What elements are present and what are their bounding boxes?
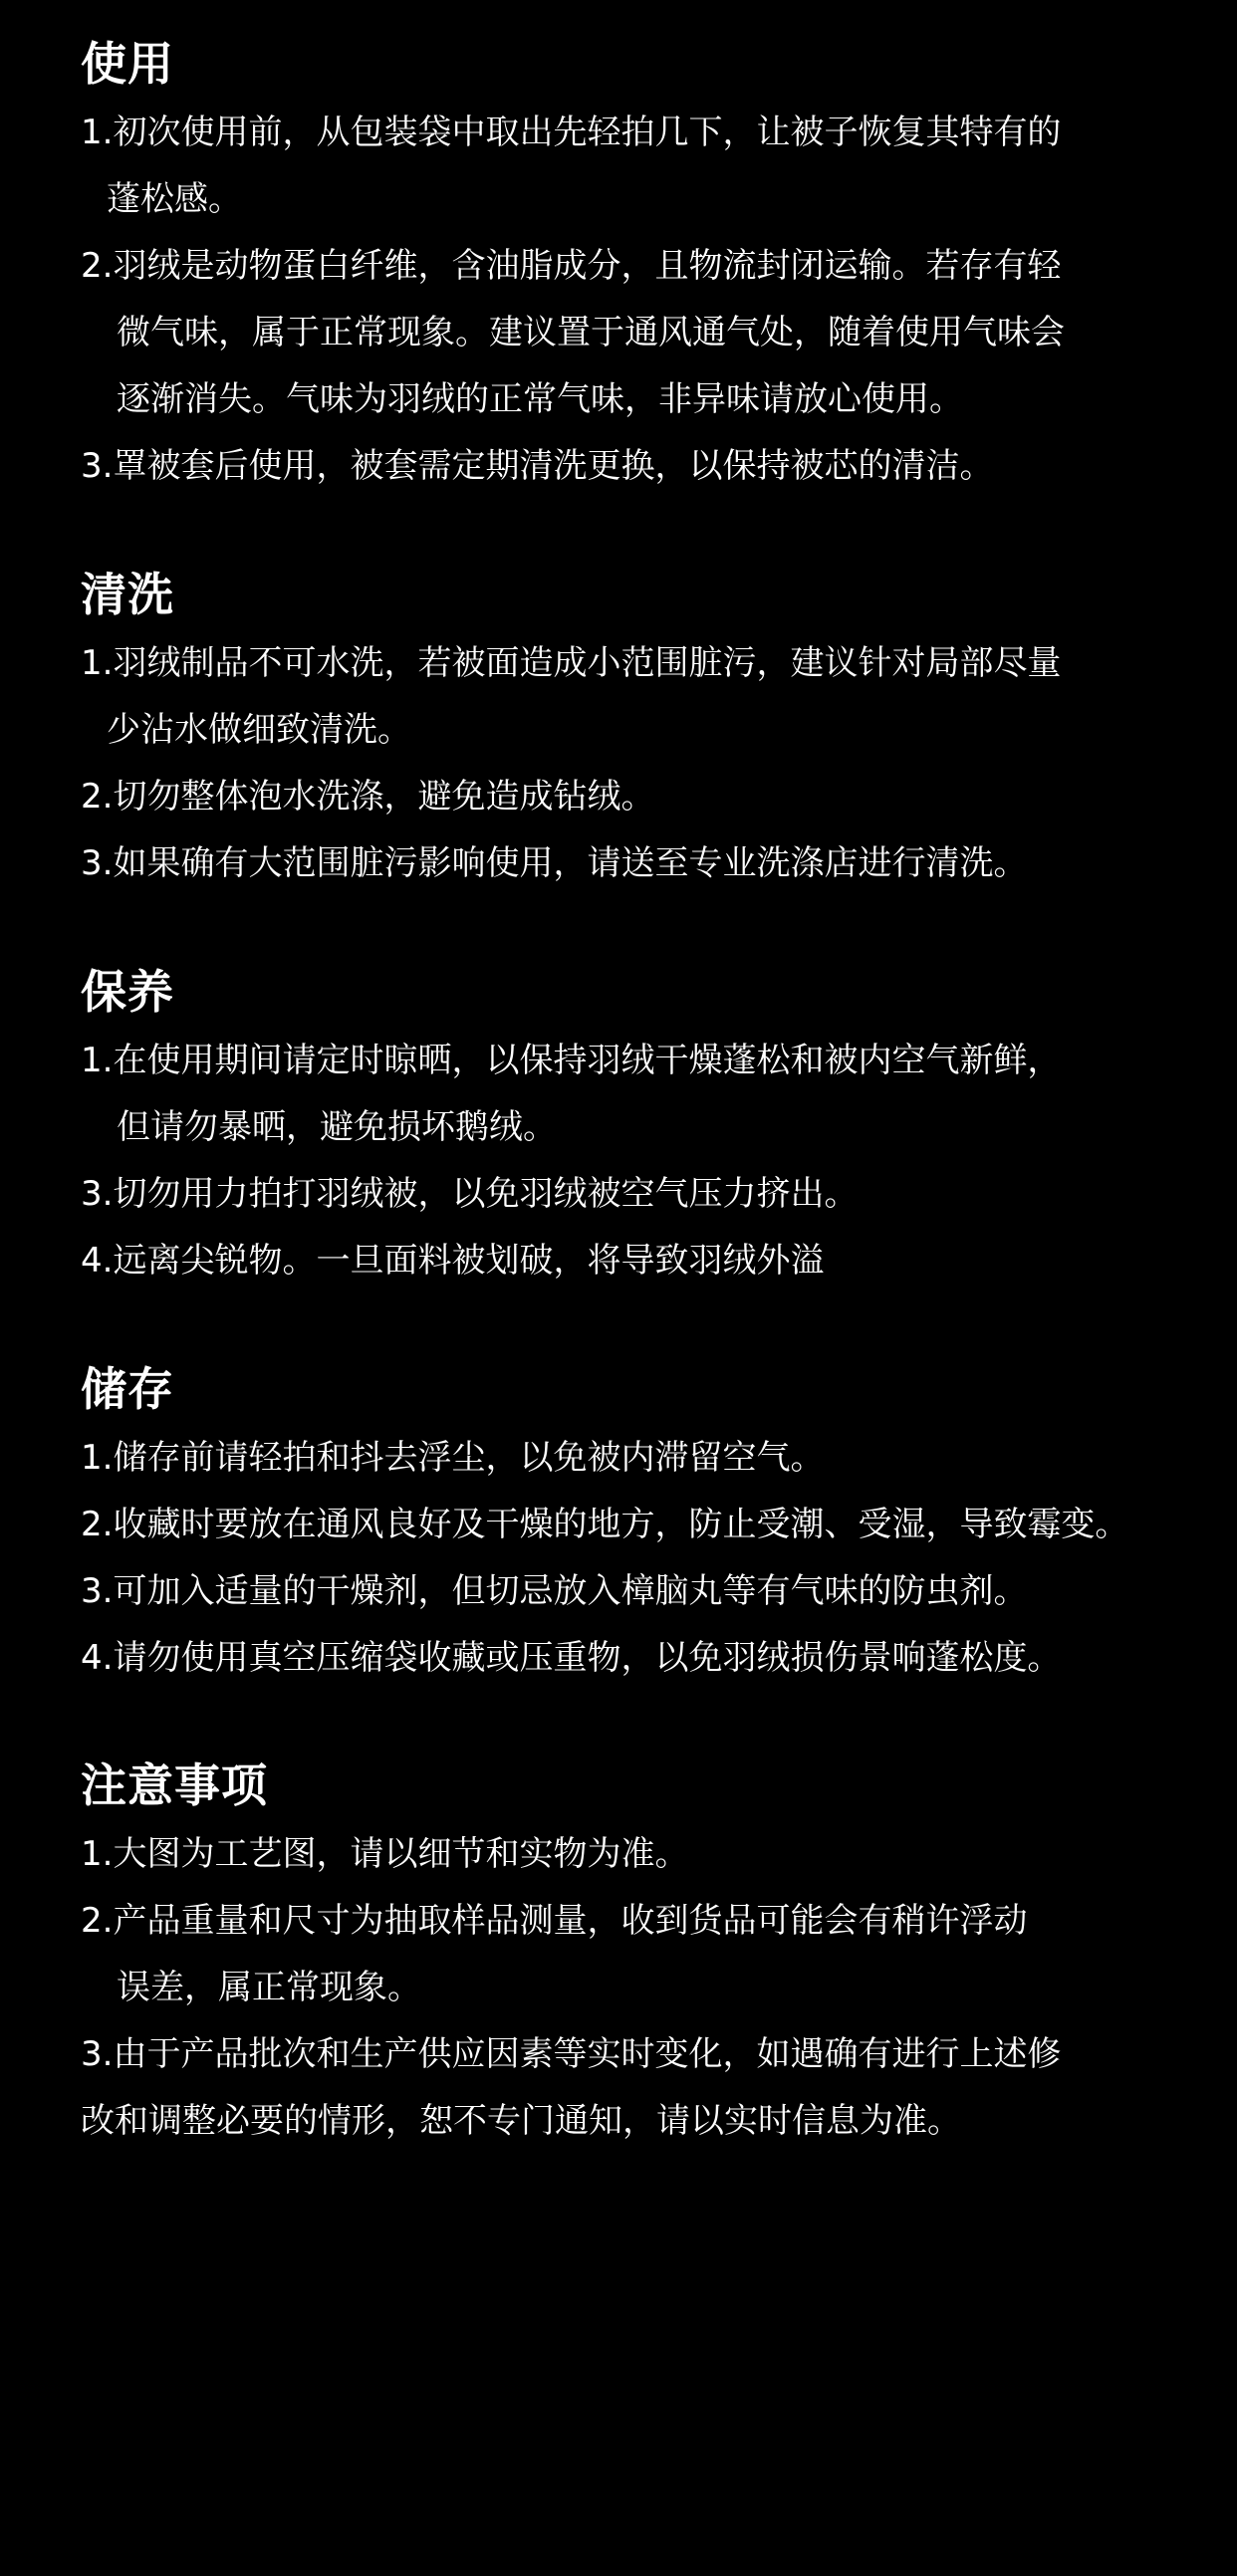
- instruction-line: 但请勿暴晒，避免损坏鹅绒。: [117, 1107, 557, 1147]
- instruction-line: 1.在使用期间请定时晾晒，以保持羽绒干燥蓬松和被内空气新鲜，: [81, 1041, 1062, 1080]
- instruction-line: 4.远离尖锐物。一旦面料被划破，将导致羽绒外溢: [81, 1241, 825, 1281]
- instruction-line: 3.罩被套后使用，被套需定期清洗更换，以保持被芯的清洁。: [81, 446, 994, 486]
- section-heading: 保养: [81, 965, 174, 1019]
- section-cleaning: [81, 565, 1196, 897]
- instruction-line: 蓬松感。: [107, 179, 242, 219]
- instruction-line: 2.羽绒是动物蛋白纤维，含油脂成分，且物流封闭运输。若存有轻: [81, 246, 1062, 286]
- instruction-line: 3.切勿用力拍打羽绒被，以免羽绒被空气压力挤出。: [81, 1174, 859, 1214]
- section-heading: 使用: [81, 37, 174, 91]
- instruction-line: 2.切勿整体泡水洗涤，避免造成钻绒。: [81, 777, 655, 817]
- section-usage: [81, 34, 1196, 500]
- instruction-line: 3.可加入适量的干燥剂，但切忌放入樟脑丸等有气味的防虫剂。: [81, 1571, 1028, 1611]
- instruction-line: 微气味，属于正常现象。建议置于通风通气处，随着使用气味会: [117, 313, 1065, 352]
- section-heading: 储存: [81, 1362, 174, 1416]
- instruction-line: 1.羽绒制品不可水洗，若被面造成小范围脏污，建议针对局部尽量: [81, 643, 1062, 683]
- instruction-line: 2.收藏时要放在通风良好及干燥的地方，防止受潮、受湿，导致霉变。: [81, 1505, 1129, 1544]
- instruction-line: 1.初次使用前，从包装袋中取出先轻拍几下，让被子恢复其特有的: [81, 113, 1062, 152]
- section-storage: [81, 1359, 1196, 1692]
- section-heading: 注意事项: [81, 1758, 268, 1812]
- instruction-line: 2.产品重量和尺寸为抽取样品测量，收到货品可能会有稍许浮动: [81, 1901, 1028, 1941]
- instruction-line: 1.大图为工艺图，请以细节和实物为准。: [81, 1834, 689, 1874]
- instruction-line: 误差，属正常现象。: [117, 1968, 421, 2007]
- section-notes: [81, 1756, 1196, 2155]
- instruction-line: 3.由于产品批次和生产供应因素等实时变化，如遇确有进行上述修: [81, 2034, 1062, 2074]
- instruction-line: 3.如果确有大范围脏污影响使用，请送至专业洗涤店进行清洗。: [81, 843, 1028, 883]
- instruction-line: 4.请勿使用真空压缩袋收藏或压重物，以免羽绒损伤景响蓬松度。: [81, 1638, 1062, 1678]
- instruction-line: 少沾水做细致清洗。: [107, 710, 411, 750]
- section-maintenance: [81, 962, 1196, 1294]
- instruction-line: 1.储存前请轻拍和抖去浮尘，以免被内滞留空气。: [81, 1438, 825, 1478]
- instruction-line: 逐渐消失。气味为羽绒的正常气味，非异味请放心使用。: [117, 379, 963, 419]
- section-heading: 清洗: [81, 568, 174, 621]
- instruction-line: 改和调整必要的情形，恕不专门通知，请以实时信息为准。: [81, 2101, 961, 2141]
